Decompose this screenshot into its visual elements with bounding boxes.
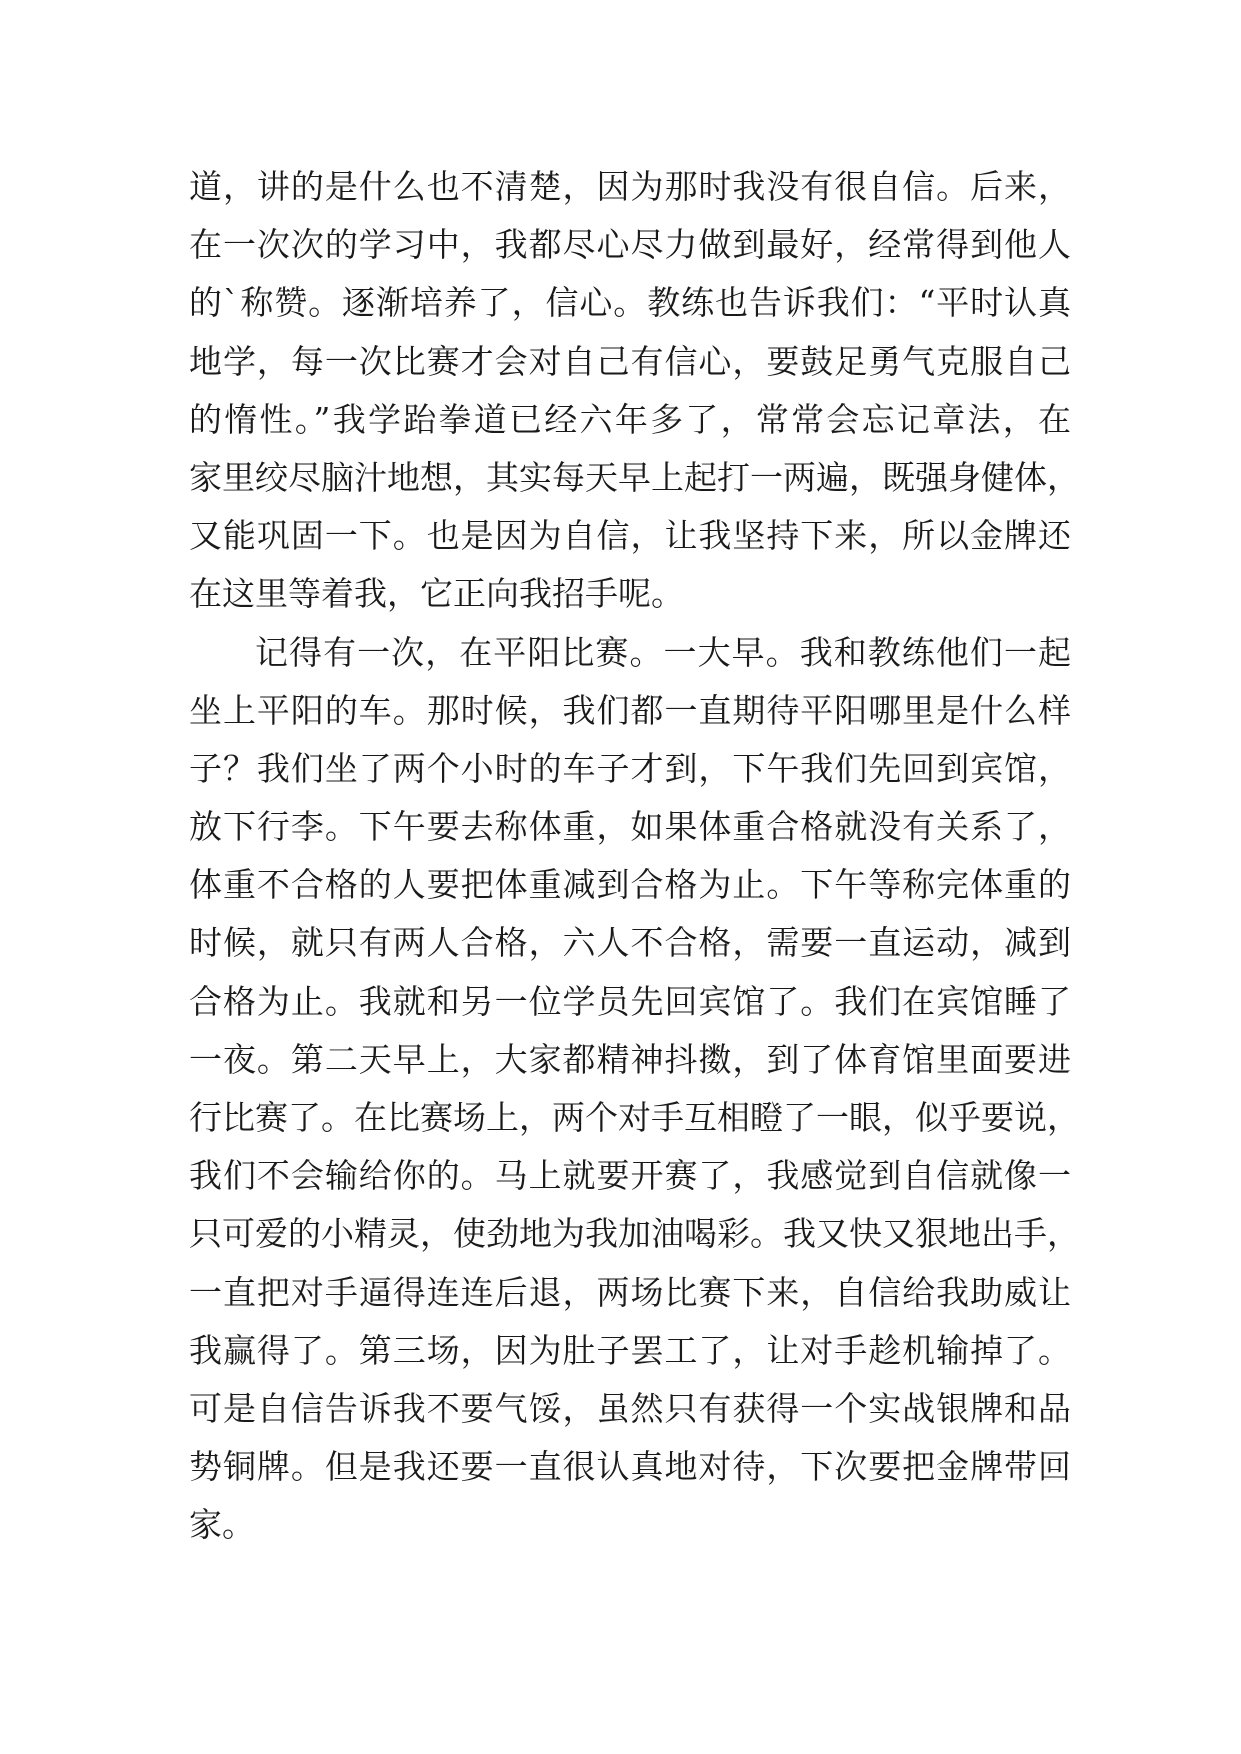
text-line: 地学，每一次比赛才会对自己有信心，要鼓足勇气克服自己 <box>189 341 1071 381</box>
text-line: 可是自信告诉我不要气馁，虽然只有获得一个实战银牌和品 <box>189 1388 1071 1428</box>
text-line: 在一次次的学习中，我都尽心尽力做到最好，经常得到他人 <box>189 225 1071 265</box>
text-line: 坐上平阳的车。那时候，我们都一直期待平阳哪里是什么样 <box>189 690 1071 730</box>
text-line: 又能巩固一下。也是因为自信，让我坚持下来，所以金牌还 <box>189 516 1071 556</box>
text-line: 行比赛了。在比赛场上，两个对手互相瞪了一眼，似乎要说， <box>189 1098 1080 1137</box>
text-line: 的惰性。”我学跆拳道已经六年多了，常常会忘记章法，在 <box>189 399 1071 439</box>
text-line: 道，讲的是什么也不清楚，因为那时我没有很自信。后来， <box>189 167 1071 206</box>
text-line: 的`称赞。逐渐培养了，信心。教练也告诉我们：“平时认真 <box>189 283 1071 323</box>
text-line: 只可爱的小精灵，使劲地为我加油喝彩。我又快又狠地出手， <box>189 1214 1080 1254</box>
text-line: 放下行李。下午要去称体重，如果体重合格就没有关系了， <box>189 807 1071 847</box>
text-line: 时候，就只有两人合格，六人不合格，需要一直运动，减到 <box>189 923 1071 963</box>
text-line: 记得有一次，在平阳比赛。一大早。我和教练他们一起 <box>255 632 1071 672</box>
text-line: 一直把对手逼得连连后退，两场比赛下来，自信给我助威让 <box>189 1272 1071 1312</box>
text-line: 势铜牌。但是我还要一直很认真地对待，下次要把金牌带回 <box>189 1447 1071 1487</box>
text-line: 在这里等着我，它正向我招手呢。 <box>189 574 684 614</box>
text-line: 子？我们坐了两个小时的车子才到，下午我们先回到宾馆， <box>189 748 1071 788</box>
body-text <box>189 158 1080 1555</box>
text-line: 家里绞尽脑汁地想，其实每天早上起打一两遍，既强身健体， <box>189 457 1080 497</box>
text-line: 合格为止。我就和另一位学员先回宾馆了。我们在宾馆睡了 <box>189 981 1071 1021</box>
text-line: 家。 <box>189 1505 255 1545</box>
text-line: 我赢得了。第三场，因为肚子罢工了，让对手趁机输掉了。 <box>189 1330 1071 1370</box>
text-line: 体重不合格的人要把体重减到合格为止。下午等称完体重的 <box>189 865 1071 905</box>
text-line: 一夜。第二天早上，大家都精神抖擞，到了体育馆里面要进 <box>189 1039 1071 1079</box>
text-line: 我们不会输给你的。马上就要开赛了，我感觉到自信就像一 <box>189 1156 1071 1196</box>
